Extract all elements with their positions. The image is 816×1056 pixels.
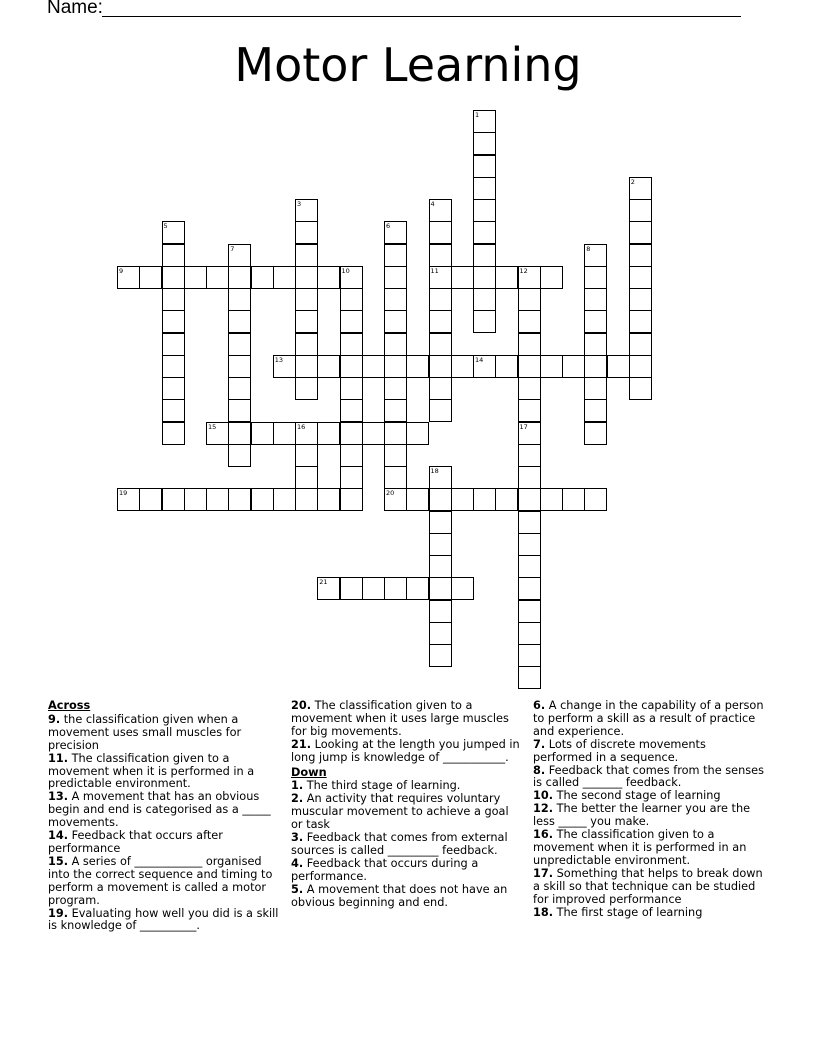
grid-cell[interactable] (340, 377, 363, 400)
clue-number-13: 13 (274, 355, 284, 364)
grid-cell[interactable] (384, 399, 407, 422)
grid-cell[interactable] (429, 333, 452, 356)
grid-cell[interactable] (384, 333, 407, 356)
grid-cell[interactable] (384, 377, 407, 400)
grid-cell[interactable] (584, 266, 607, 289)
clue-number-5: 5 (163, 222, 168, 231)
grid-cell[interactable] (162, 288, 185, 311)
clue-number-4: 4 (430, 200, 435, 208)
clue-number-20: 20 (386, 489, 395, 498)
grid-cell[interactable] (473, 266, 496, 289)
grid-cell[interactable] (295, 355, 318, 378)
grid-cell[interactable] (473, 199, 496, 222)
grid-cell[interactable] (495, 266, 518, 289)
grid-cell[interactable] (473, 288, 496, 311)
grid-cell[interactable] (406, 355, 429, 378)
clue-number-3: 3 (297, 200, 302, 208)
grid-cell[interactable] (451, 577, 474, 600)
grid-cell[interactable] (228, 444, 251, 467)
grid-cell[interactable] (295, 310, 318, 333)
grid-cell[interactable] (518, 377, 541, 400)
grid-cell[interactable] (384, 244, 407, 267)
clue-number-12: 12 (519, 266, 528, 275)
clue-across-9: 9. the classification given when a movement uses small muscles for precision (48, 712, 242, 752)
grid-cell[interactable] (629, 333, 652, 356)
clue-down-6: 6. A change in the capability of a person to perform a skill as a result of practice and experience. (533, 699, 764, 738)
grid-cell[interactable] (162, 377, 185, 400)
grid-cell[interactable] (518, 622, 541, 645)
grid-cell[interactable] (518, 511, 541, 534)
grid-cell[interactable] (629, 377, 652, 400)
grid-cell[interactable] (162, 310, 185, 333)
clues-column-2 (291, 700, 523, 910)
grid-cell[interactable] (384, 355, 407, 378)
grid-cell[interactable] (429, 577, 452, 600)
grid-cell[interactable] (429, 310, 452, 333)
grid-cell[interactable] (584, 422, 607, 445)
grid-cell[interactable] (495, 488, 518, 511)
grid-cell[interactable] (429, 600, 452, 623)
grid-cell[interactable] (518, 555, 541, 578)
clue-across-19: 19. Evaluating how well you did is a skill is knowledge of __________. (48, 906, 279, 933)
grid-cell[interactable] (340, 333, 363, 356)
grid-cell[interactable] (295, 444, 318, 467)
grid-cell[interactable] (162, 399, 185, 422)
grid-cell[interactable] (406, 422, 429, 445)
grid-cell[interactable] (317, 355, 340, 378)
grid-cell[interactable] (384, 422, 407, 445)
grid-cell[interactable] (607, 355, 630, 378)
clue-down-1: 1. The third stage of learning. (291, 779, 461, 793)
grid-cell[interactable] (228, 355, 251, 378)
grid-cell[interactable] (584, 333, 607, 356)
clue-down-17: 17. Something that helps to break down a skill so that technique can be studied for improved performance (533, 866, 763, 906)
clue-number-8: 8 (586, 244, 591, 253)
clue-across-14: 14. Feedback that occurs after performance (48, 829, 223, 855)
grid-cell[interactable] (629, 355, 652, 378)
across-heading: Across (48, 699, 91, 712)
grid-cell[interactable] (473, 221, 496, 244)
grid-cell[interactable] (340, 466, 363, 489)
grid-cell[interactable] (518, 488, 541, 511)
grid-cell[interactable] (251, 266, 274, 289)
grid-cell[interactable] (451, 355, 474, 378)
grid-cell[interactable] (540, 355, 563, 378)
grid-cell[interactable] (228, 266, 251, 289)
grid-cell[interactable] (495, 355, 518, 378)
grid-cell[interactable] (584, 488, 607, 511)
grid-cell[interactable] (273, 488, 296, 511)
grid-cell[interactable] (518, 577, 541, 600)
grid-cell[interactable] (584, 288, 607, 311)
grid-cell[interactable] (629, 266, 652, 289)
grid-cell[interactable] (273, 422, 296, 445)
grid-cell[interactable] (317, 422, 340, 445)
grid-cell[interactable] (518, 310, 541, 333)
grid-cell[interactable] (518, 288, 541, 311)
grid-cell[interactable] (228, 488, 251, 511)
grid-cell[interactable] (295, 488, 318, 511)
grid-cell[interactable] (384, 577, 407, 600)
grid-cell[interactable] (562, 355, 585, 378)
grid-cell[interactable] (228, 310, 251, 333)
grid-cell[interactable] (584, 399, 607, 422)
name-label: Name: (47, 0, 103, 18)
grid-cell[interactable] (340, 288, 363, 311)
grid-cell[interactable] (317, 488, 340, 511)
clue-down-8: 8. Feedback that comes from the senses is called _______ feedback. (533, 763, 764, 790)
grid-cell[interactable] (429, 488, 452, 511)
clue-number-9: 9 (119, 266, 124, 275)
grid-cell[interactable] (251, 422, 274, 445)
grid-cell[interactable] (228, 377, 251, 400)
grid-cell[interactable] (340, 422, 363, 445)
grid-cell[interactable] (384, 444, 407, 467)
grid-cell[interactable] (340, 577, 363, 600)
grid-cell[interactable] (317, 266, 340, 289)
clue-down-5: 5. A movement that does not have an obvious beginning and end. (291, 882, 508, 909)
clue-down-10: 10. The second stage of learning (533, 789, 721, 803)
grid-cell[interactable] (584, 310, 607, 333)
grid-cell[interactable] (451, 266, 474, 289)
clue-number-6: 6 (386, 222, 391, 231)
grid-cell[interactable] (340, 310, 363, 333)
grid-cell[interactable] (295, 466, 318, 489)
clue-number-17: 17 (519, 422, 528, 431)
grid-cell[interactable] (162, 355, 185, 378)
grid-cell[interactable] (295, 377, 318, 400)
clue-across-15: 15. A series of ____________ organised into the correct sequence and timing to perform a movement is called a motor program. (48, 854, 273, 907)
grid-cell[interactable] (473, 177, 496, 200)
grid-cell[interactable] (584, 377, 607, 400)
grid-cell[interactable] (340, 444, 363, 467)
grid-cell[interactable] (562, 488, 585, 511)
clue-down-2: 2. An activity that requires voluntary muscular movement to achieve a goal or task (291, 792, 509, 832)
clue-down-12: 12. The better the learner you are the less _____ you make. (533, 802, 751, 829)
grid-cell[interactable] (162, 333, 185, 356)
grid-cell[interactable] (362, 577, 385, 600)
grid-cell[interactable] (429, 533, 452, 556)
grid-cell[interactable] (406, 488, 429, 511)
clue-across-13: 13. A movement that has an obvious begin and end is categorised as a _____ movements. (48, 790, 271, 830)
grid-cell[interactable] (340, 399, 363, 422)
grid-cell[interactable] (629, 288, 652, 311)
grid-cell[interactable] (362, 355, 385, 378)
clues-column-3 (533, 700, 765, 919)
grid-cell[interactable] (295, 244, 318, 267)
clue-down-18: 18. The first stage of learning (533, 905, 703, 919)
clue-number-21: 21 (319, 578, 328, 587)
grid-cell[interactable] (429, 555, 452, 578)
grid-cell[interactable] (518, 600, 541, 623)
grid-cell[interactable] (384, 310, 407, 333)
grid-cell[interactable] (451, 488, 474, 511)
grid-cell[interactable] (295, 266, 318, 289)
grid-cell[interactable] (518, 666, 541, 689)
grid-cell[interactable] (251, 488, 274, 511)
grid-cell[interactable] (518, 466, 541, 489)
grid-cell[interactable] (540, 266, 563, 289)
grid-cell[interactable] (340, 488, 363, 511)
grid-cell[interactable] (384, 288, 407, 311)
grid-cell[interactable] (429, 644, 452, 667)
page-title: Motor Learning (234, 38, 582, 92)
grid-cell[interactable] (518, 355, 541, 378)
clues-column-1 (48, 700, 280, 933)
grid-cell[interactable] (629, 310, 652, 333)
grid-cell[interactable] (473, 155, 496, 178)
grid-cell[interactable] (162, 488, 185, 511)
clue-number-1: 1 (475, 111, 480, 119)
clue-number-7: 7 (230, 244, 235, 253)
grid-cell[interactable] (184, 266, 207, 289)
clue-number-11: 11 (430, 266, 439, 275)
grid-cell[interactable] (429, 221, 452, 244)
down-heading: Down (291, 765, 327, 779)
grid-cell[interactable] (184, 488, 207, 511)
grid-cell[interactable] (518, 399, 541, 422)
grid-cell[interactable] (406, 577, 429, 600)
grid-cell[interactable] (206, 266, 229, 289)
grid-cell[interactable] (273, 266, 296, 289)
grid-cell[interactable] (429, 244, 452, 267)
grid-cell[interactable] (295, 288, 318, 311)
grid-cell[interactable] (429, 511, 452, 534)
clue-across-21: 21. Looking at the length you jumped in long jump is knowledge of ___________. (291, 737, 520, 764)
grid-cell[interactable] (139, 488, 162, 511)
grid-cell[interactable] (473, 488, 496, 511)
grid-cell[interactable] (629, 199, 652, 222)
grid-cell[interactable] (473, 132, 496, 155)
grid-cell[interactable] (228, 333, 251, 356)
grid-cell[interactable] (228, 422, 251, 445)
clue-number-16: 16 (297, 422, 306, 431)
grid-cell[interactable] (429, 377, 452, 400)
grid-cell[interactable] (295, 333, 318, 356)
grid-cell[interactable] (228, 399, 251, 422)
clue-down-4: 4. Feedback that occurs during a performance. (291, 856, 479, 883)
grid-cell[interactable] (629, 244, 652, 267)
grid-cell[interactable] (384, 266, 407, 289)
clue-across-20: 20. The classification given to a movement when it uses large muscles for big movements. (291, 699, 509, 738)
grid-cell[interactable] (228, 288, 251, 311)
clue-number-2: 2 (630, 177, 635, 186)
grid-cell[interactable] (584, 355, 607, 378)
clue-down-3: 3. Feedback that comes from external sources is called _________ feedback. (291, 831, 508, 857)
grid-cell[interactable] (340, 355, 363, 378)
grid-cell[interactable] (518, 644, 541, 667)
grid-cell[interactable] (162, 422, 185, 445)
grid-cell[interactable] (384, 466, 407, 489)
grid-cell[interactable] (162, 266, 185, 289)
clue-number-14: 14 (475, 355, 484, 364)
grid-cell[interactable] (540, 488, 563, 511)
grid-cell[interactable] (429, 399, 452, 422)
grid-cell[interactable] (629, 221, 652, 244)
clue-number-18: 18 (430, 467, 439, 475)
grid-cell[interactable] (518, 333, 541, 356)
clue-across-11: 11. The classification given to a movement when it is performed in a predictable environment. (48, 751, 255, 791)
clue-number-15: 15 (208, 422, 217, 431)
clue-down-16: 16. The classification given to a movement when it is performed in an unpredictable environment. (533, 828, 747, 867)
grid-cell[interactable] (473, 310, 496, 333)
grid-cell[interactable] (206, 488, 229, 511)
clue-number-19: 19 (119, 489, 128, 498)
grid-cell[interactable] (362, 422, 385, 445)
grid-cell[interactable] (473, 244, 496, 267)
grid-cell[interactable] (139, 266, 162, 289)
grid-cell[interactable] (429, 355, 452, 378)
clue-number-10: 10 (341, 266, 350, 275)
clue-down-7: 7. Lots of discrete movements performed in a sequence. (533, 737, 706, 764)
grid-cell[interactable] (295, 221, 318, 244)
grid-cell[interactable] (429, 288, 452, 311)
grid-cell[interactable] (429, 622, 452, 645)
grid-cell[interactable] (162, 244, 185, 267)
grid-cell[interactable] (518, 533, 541, 556)
grid-cell[interactable] (518, 444, 541, 467)
